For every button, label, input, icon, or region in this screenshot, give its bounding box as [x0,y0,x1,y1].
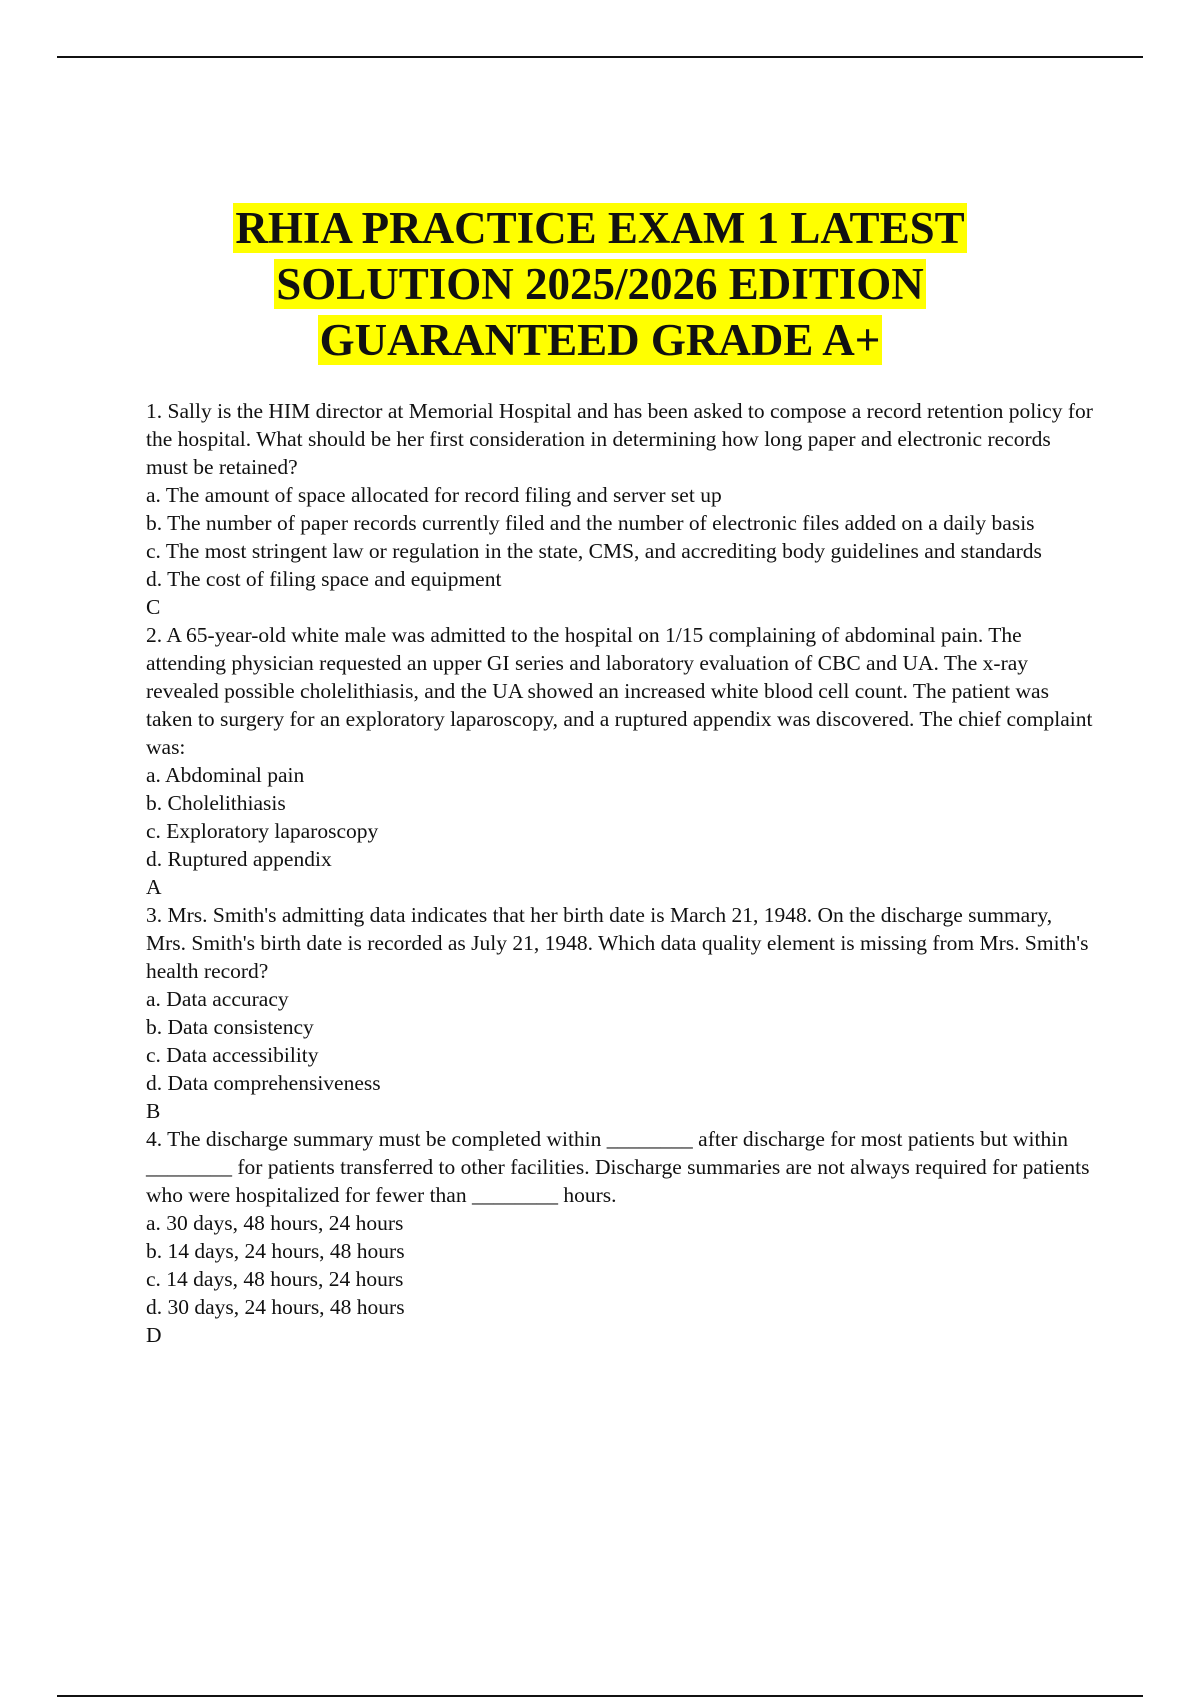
option-b: b. 14 days, 24 hours, 48 hours [146,1239,405,1263]
title-highlight-1: RHIA PRACTICE EXAM 1 LATEST [235,203,965,253]
option-d: d. 30 days, 24 hours, 48 hours [146,1295,405,1319]
option-b: b. The number of paper records currently filed and the number of electronic files added on a daily basis [146,511,1035,535]
question-3 [146,901,1096,1125]
option-c: c. The most stringent law or regulation in the state, CMS, and accrediting body guidelines and standards [146,539,1042,563]
answer: C [146,595,161,619]
top-rule [57,56,1143,58]
question-2 [146,621,1096,901]
title-highlight-3: GUARANTEED GRADE A+ [319,315,881,365]
title-line-1 [0,200,1200,256]
bottom-rule [57,1695,1143,1697]
title-highlight-2: SOLUTION 2025/2026 EDITION [276,259,924,309]
option-d: d. Ruptured appendix [146,847,332,871]
option-a: a. Abdominal pain [146,763,305,787]
question-1 [146,397,1096,621]
question-text: 3. Mrs. Smith's admitting data indicates that her birth date is March 21, 1948. On the discharge summary, Mrs. Smith's birth date is recorded as July 21, 1948. Which data quality element is missing from Mrs. Smith's health record? [146,903,1089,983]
question-text: 2. A 65-year-old white male was admitted to the hospital on 1/15 complaining of abdominal pain. The attending physician requested an upper GI series and laboratory evaluation of CBC and UA. The x-ray revealed possible cholelithiasis, and the UA showed an increased white blood cell count. The patient was taken to surgery for an exploratory laparoscopy, and a ruptured appendix was discovered. The chief complaint was: [146,623,1093,759]
question-4 [146,1125,1096,1349]
option-b: b. Data consistency [146,1015,314,1039]
option-c: c. 14 days, 48 hours, 24 hours [146,1267,404,1291]
question-text: 1. Sally is the HIM director at Memorial Hospital and has been asked to compose a record retention policy for the hospital. What should be her first consideration in determining how long paper and electronic records must be retained? [146,399,1093,479]
title-line-3 [0,312,1200,368]
option-a: a. The amount of space allocated for record filing and server set up [146,483,722,507]
option-c: c. Exploratory laparoscopy [146,819,379,843]
answer: B [146,1099,161,1123]
document-title [0,200,1200,368]
option-c: c. Data accessibility [146,1043,319,1067]
title-line-2 [0,256,1200,312]
option-d: d. The cost of filing space and equipment [146,567,502,591]
answer: A [146,875,162,899]
question-text: 4. The discharge summary must be completed within ________ after discharge for most patients but within ________ for patients transferred to other facilities. Discharge summaries are not always required for patients who were hospitalized for fewer than ________ hours. [146,1127,1090,1207]
option-a: a. 30 days, 48 hours, 24 hours [146,1211,404,1235]
answer: D [146,1323,162,1347]
option-d: d. Data comprehensiveness [146,1071,381,1095]
option-a: a. Data accuracy [146,987,289,1011]
option-b: b. Cholelithiasis [146,791,286,815]
question-list [146,397,1096,1349]
